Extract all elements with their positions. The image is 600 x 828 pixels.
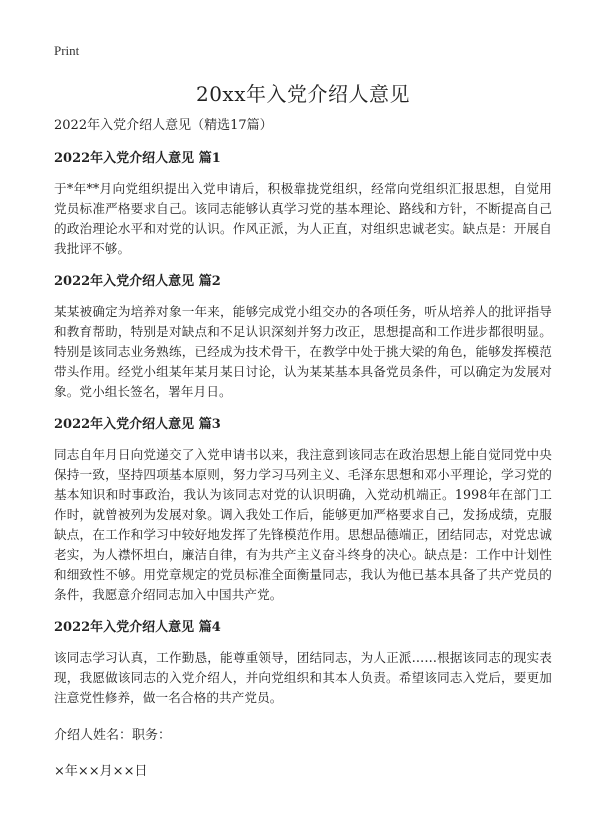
section-paragraph: 同志自年月日向党递交了入党申请书以来，我注意到该同志在政治思想上能自觉同党中央保持一致，坚持四项基本原则，努力学习马列主义、毛泽东思想和邓小平理论，学习党的基本知识和时事政治，我认为该同志对党的认识明确，入党动机端正。1998年在部门工作时，就曾被列为发展对象。调入我处工作后，能够更加严格要求自己，发扬成绩，克服缺点，在工作和学习中较好地发挥了先锋模范作用。思想品德端正，团结同志，对党忠诚老实，为人襟怀坦白，廉洁自律，有为共产主义奋斗终身的决心。缺点是：工作中计划性和细致性不够。用党章规定的党员标准全面衡量同志，我认为他已基本具备了共产党员的条件，我愿意介绍同志加入中国共产党。 bbox=[54, 447, 552, 602]
section-3 bbox=[54, 415, 552, 605]
section-paragraph: 某某被确定为培养对象一年来，能够完成党小组交办的各项任务，听从培养人的批评指导和教育帮助，特别是对缺点和不足认识深刻并努力改正，思想提高和工作进步都很明显。特别是该同志业务熟练，已经成为技术骨干，在教学中处于挑大梁的角色，能够发挥模范带头作用。经党小组某年某月某日讨论，认为某某基本具备党员条件，可以确定为发展对象。党小组长签名，署年月日。 bbox=[54, 304, 552, 399]
section-heading: 2022年入党介绍人意见 篇2 bbox=[54, 274, 221, 289]
print-link[interactable]: Print bbox=[54, 43, 80, 58]
signer-line: 介绍人姓名：职务： bbox=[54, 728, 172, 743]
section-2 bbox=[54, 272, 552, 402]
date-line: ×年××月××日 bbox=[54, 764, 148, 779]
section-heading: 2022年入党介绍人意见 篇4 bbox=[54, 620, 221, 635]
section-paragraph: 该同志学习认真，工作勤恳，能尊重领导，团结同志，为人正派……根据该同志的现实表现，我愿做该同志的入党介绍人，并向党组织和其本人负责。希望该同志入党后，要更加注意党性修养，做一名合格的共产党员。 bbox=[54, 650, 552, 705]
section-heading: 2022年入党介绍人意见 篇1 bbox=[54, 151, 221, 166]
section-heading: 2022年入党介绍人意见 篇3 bbox=[54, 417, 221, 432]
section-1 bbox=[54, 149, 552, 259]
document-subtitle: 2022年入党介绍人意见（精选17篇） bbox=[54, 118, 273, 133]
section-4 bbox=[54, 618, 552, 708]
section-paragraph: 于*年**月向党组织提出入党申请后，积极靠拢党组织，经常向党组织汇报思想，自觉用党员标准严格要求自己。该同志能够认真学习党的基本理论、路线和方针，不断提高自己的政治理论水平和对党的认识。作风正派，为人正直，对组织忠诚老实。缺点是：开展自我批评不够。 bbox=[54, 181, 552, 256]
document-title: 20xx年入党介绍人意见 bbox=[195, 82, 410, 106]
